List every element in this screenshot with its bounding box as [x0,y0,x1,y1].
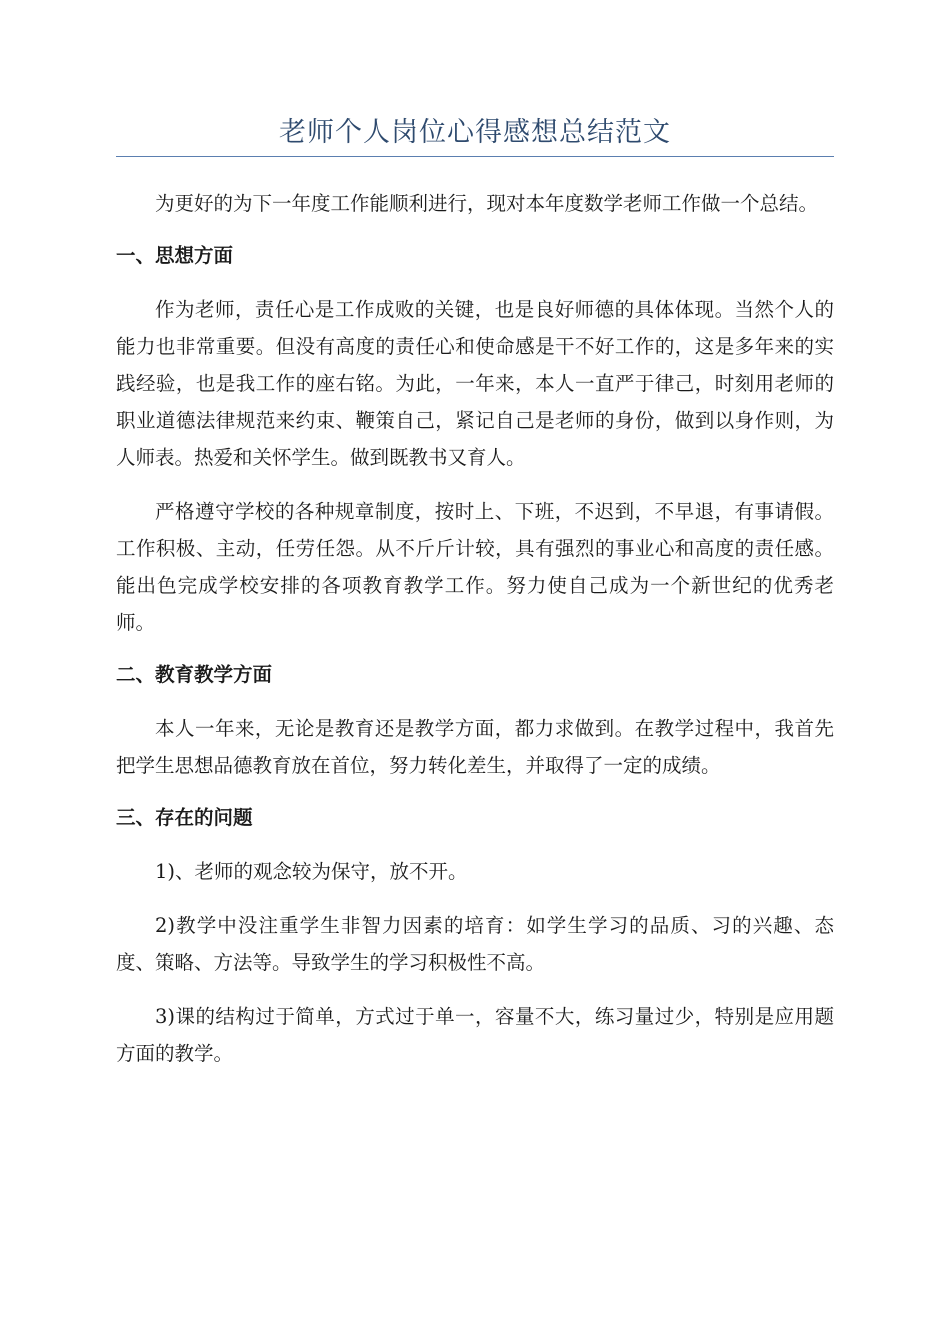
paragraph-problem-2: 2)教学中没注重学生非智力因素的培育：如学生学习的品质、习的兴趣、态度、策略、方法等。导致学生的学习积极性不高。 [116,914,834,974]
document-title: 老师个人岗位心得感想总结范文 [116,112,834,157]
document-page [116,112,834,1072]
paragraph-thought-2: 严格遵守学校的各种规章制度，按时上、下班，不迟到，不早退，有事请假。工作积极、主动，任劳任怨。从不斤斤计较，具有强烈的事业心和高度的责任感。能出色完成学校安排的各项教育教学工作。努力使自己成为一个新世纪的优秀老师。 [116,500,834,634]
paragraph-thought-1: 作为老师，责任心是工作成败的关键，也是良好师德的具体体现。当然个人的能力也非常重要。但没有高度的责任心和使命感是干不好工作的，这是多年来的实践经验，也是我工作的座右铭。为此，一年来，本人一直严于律己，时刻用老师的职业道德法律规范来约束、鞭策自己，紧记自己是老师的身份，做到以身作则，为人师表。热爱和关怀学生。做到既教书又育人。 [116,298,834,469]
paragraph-problem-1: 1)、老师的观念较为保守，放不开。 [155,860,468,883]
section-heading-teaching: 二、教育教学方面 [116,663,273,686]
section-heading-thought: 一、思想方面 [116,244,234,267]
section-heading-problems: 三、存在的问题 [116,806,253,829]
paragraph-teaching-1: 本人一年来，无论是教育还是教学方面，都力求做到。在教学过程中，我首先把学生思想品德教育放在首位，努力转化差生，并取得了一定的成绩。 [116,717,834,777]
intro-paragraph: 为更好的为下一年度工作能顺利进行，现对本年度数学老师工作做一个总结。 [155,192,819,215]
paragraph-problem-3: 3)课的结构过于简单，方式过于单一，容量不大，练习量过少，特别是应用题方面的教学。 [116,1005,834,1065]
